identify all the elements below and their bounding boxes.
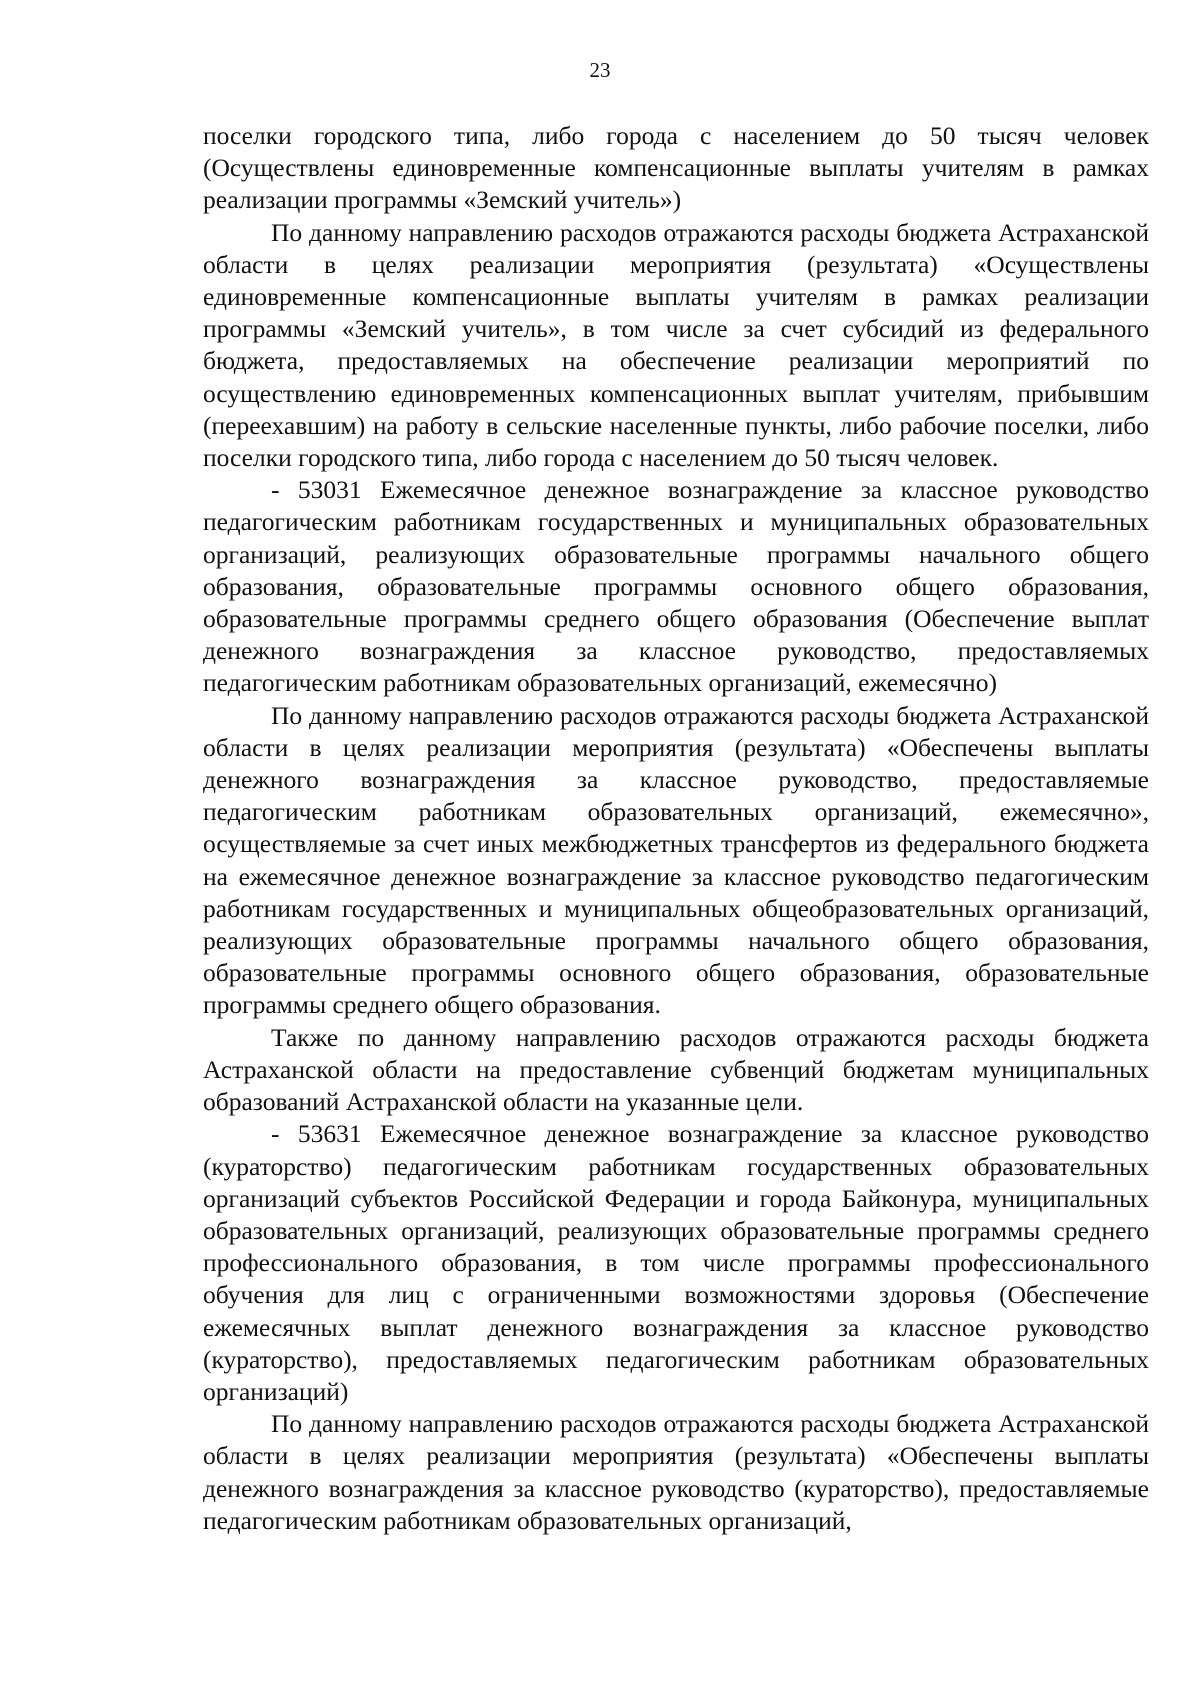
paragraph-53031-expenses: По данному направлению расходов отражаются расходы бюджета Астраханской области в целях реализации мероприятия (результата) «Обеспечены выплаты денежного вознаграждения за классное руководство, предоставляемые педагогическим работникам образовательных организаций, ежемесячно», осуществляемые за счет иных межбюджетных трансфертов из федерального бюджета на ежемесячное денежное вознаграждение за классное руководство педагогическим работникам государственных и муниципальных общеобразовательных организаций, реализующих образовательные программы начального общего образования, образовательные программы основного общего образования, образовательные программы среднего общего образования. xyxy=(203,700,1149,1020)
paragraph-53631-expenses: По данному направлению расходов отражаются расходы бюджета Астраханской области в целях реализации мероприятия (результата) «Обеспечены выплаты денежного вознаграждения за классное руководство (кураторство), предоставляемые педагогическим работникам образовательных организаций, xyxy=(203,1409,1149,1535)
paragraph-zemsky-teacher-expenses: По данному направлению расходов отражаются расходы бюджета Астраханской области в целях реализации мероприятия (результата) «Осуществлены единовременные компенсационные выплаты учителям в рамках реализации программы «Земский учитель», в том числе за счет субсидий из федерального бюджета, предоставляемых на обеспечение реализации мероприятий по осуществлению единовременных компенсационных выплат учителям, прибывшим (переехавшим) на работу в сельские населенные пункты, либо рабочие поселки, либо поселки городского типа, либо города с населением до 50 тысяч человек. xyxy=(203,217,1149,473)
paragraph-continuation: поселки городского типа, либо города с населением до 50 тысяч человек (Осуществлены единовременные компенсационные выплаты учителям в рамках реализации программы «Земский учитель») xyxy=(203,121,1149,215)
paragraph-municipal-subventions: Также по данному направлению расходов отражаются расходы бюджета Астраханской области на предоставление субвенций бюджетам муниципальных образований Астраханской области на указанные цели. xyxy=(203,1022,1149,1117)
paragraph-code-53031: - 53031 Ежемесячное денежное вознаграждение за классное руководство педагогическим работникам государственных и муниципальных образовательных организаций, реализующих образовательные программы начального общего образования, образовательные программы основного общего образования, образовательные программы среднего общего образования (Обеспечение выплат денежного вознаграждения за классное руководство, предоставляемых педагогическим работникам образовательных организаций, ежемесячно) xyxy=(203,475,1149,698)
paragraph-code-53631: - 53631 Ежемесячное денежное вознаграждение за классное руководство (кураторство) педагогическим работникам государственных образовательных организаций субъектов Российской Федерации и города Байконура, муниципальных образовательных организаций, реализующих образовательные программы среднего профессионального образования, в том числе программы профессионального обучения для лиц с ограниченными возможностями здоровья (Обеспечение ежемесячных выплат денежного вознаграждения за классное руководство (кураторство), предоставляемых педагогическим работникам образовательных организаций) xyxy=(203,1119,1149,1406)
document-body xyxy=(203,120,1149,1537)
page-number: 23 xyxy=(589,58,611,82)
